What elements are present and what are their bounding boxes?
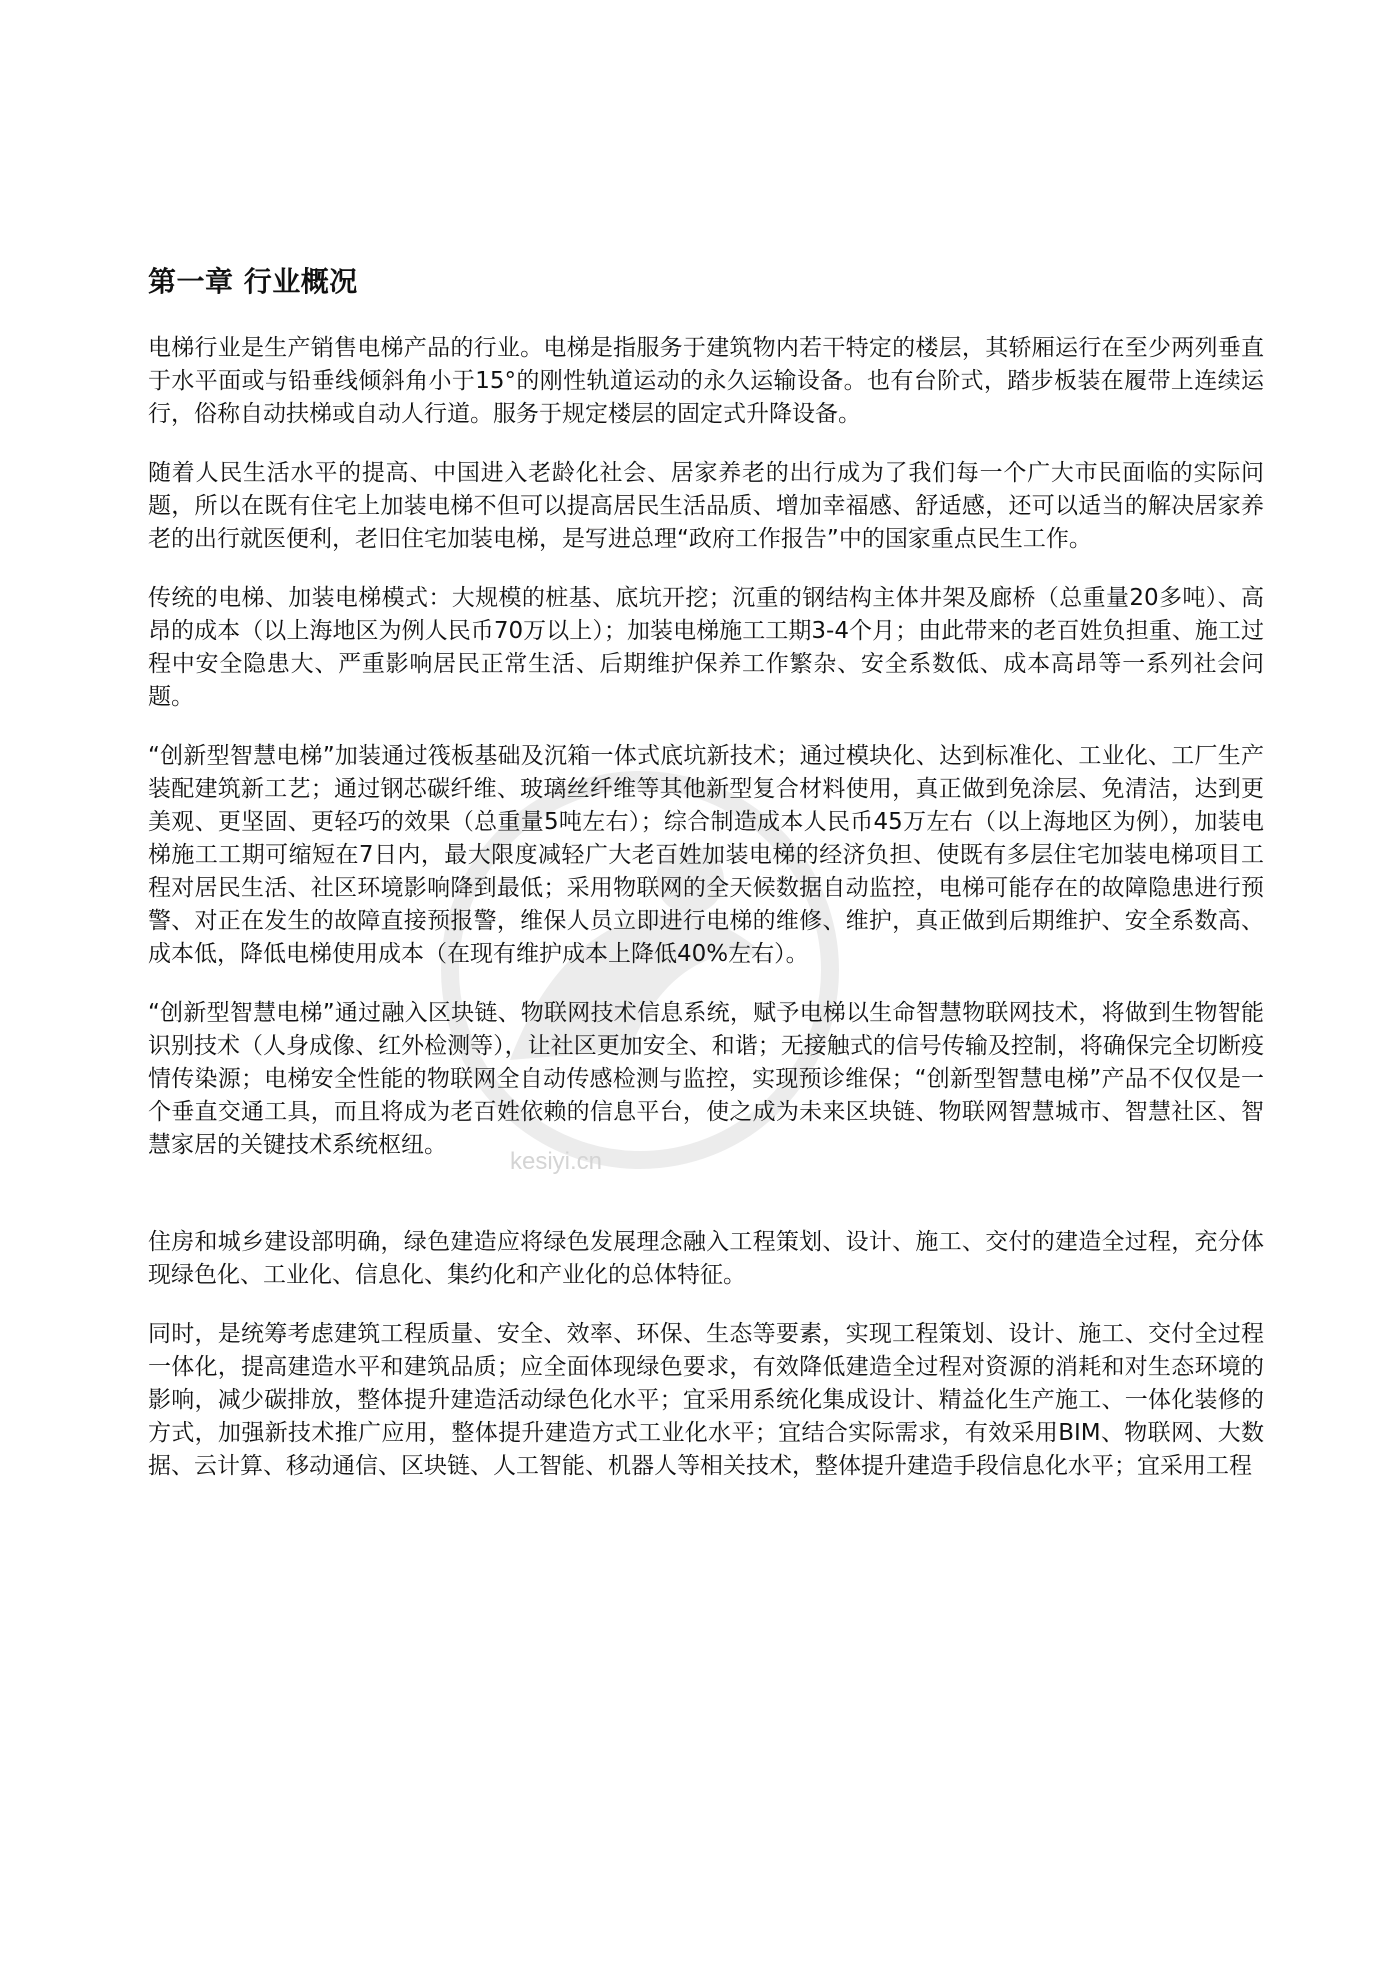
paragraph-green-construction-detail: 同时，是统筹考虑建筑工程质量、安全、效率、环保、生态等要素，实现工程策划、设计、施工、交付全过程一体化，提高建造水平和建筑品质；应全面体现绿色要求，有效降低建造全过程对资源的消耗和对生态环境的影响，减少碳排放，整体提升建造活动绿色化水平；宜采用系统化集成设计、精益化生产施工、一体化装修的方式，加强新技术推广应用，整体提升建造方式工业化水平；宜结合实际需求，有效采用BIM、物联网、大数据、云计算、移动通信、区块链、人工智能、机器人等相关技术，整体提升建造手段信息化水平；宜采用工程 — [148, 1321, 1264, 1479]
paragraph-aging-society: 随着人民生活水平的提高、中国进入老龄化社会、居家养老的出行成为了我们每一个广大市民面临的实际问题，所以在既有住宅上加装电梯不但可以提高居民生活品质、增加幸福感、舒适感，还可以适当的解决居家养老的出行就医便利，老旧住宅加装电梯，是写进总理“政府工作报告”中的国家重点民生工作。 — [148, 460, 1264, 552]
document-body — [148, 262, 1264, 1509]
chapter-title: 第一章 行业概况 — [148, 265, 358, 298]
paragraph-innovative-elevator-iot: “创新型智慧电梯”通过融入区块链、物联网技术信息系统，赋予电梯以生命智慧物联网技术，将做到生物智能识别技术（人身成像、红外检测等），让社区更加安全、和谐；无接触式的信号传输及控制，将确保完全切断疫情传染源；电梯安全性能的物联网全自动传感检测与监控，实现预诊维保；“创新型智慧电梯”产品不仅仅是一个垂直交通工具，而且将成为老百姓依赖的信息平台，使之成为未来区块链、物联网智慧城市、智慧社区、智慧家居的关键技术系统枢纽。 — [148, 1000, 1264, 1158]
watermark-text: kesiyi.cn — [510, 1148, 603, 1175]
paragraph-green-construction: 住房和城乡建设部明确，绿色建造应将绿色发展理念融入工程策划、设计、施工、交付的建造全过程，充分体现绿色化、工业化、信息化、集约化和产业化的总体特征。 — [148, 1229, 1264, 1288]
paragraph-innovative-elevator-tech: “创新型智慧电梯”加装通过筏板基础及沉箱一体式底坑新技术；通过模块化、达到标准化、工业化、工厂生产装配建筑新工艺；通过钢芯碳纤维、玻璃丝纤维等其他新型复合材料使用，真正做到免涂层、免清洁，达到更美观、更坚固、更轻巧的效果（总重量5吨左右）；综合制造成本人民币45万左右（以上海地区为例），加装电梯施工工期可缩短在7日内，最大限度减轻广大老百姓加装电梯的经济负担、使既有多层住宅加装电梯项目工程对居民生活、社区环境影响降到最低；采用物联网的全天候数据自动监控，电梯可能存在的故障隐患进行预警、对正在发生的故障直接预报警，维保人员立即进行电梯的维修、维护，真正做到后期维护、安全系数高、成本低，降低电梯使用成本（在现有维护成本上降低40%左右）。 — [148, 743, 1264, 967]
paragraph-traditional-mode: 传统的电梯、加装电梯模式：大规模的桩基、底坑开挖；沉重的钢结构主体井架及廊桥（总重量20多吨）、高昂的成本（以上海地区为例人民币70万以上）；加装电梯施工工期3-4个月；由此带来的老百姓负担重、施工过程中安全隐患大、严重影响居民正常生活、后期维护保养工作繁杂、安全系数低、成本高昂等一系列社会问题。 — [148, 585, 1264, 710]
paragraph-industry-definition: 电梯行业是生产销售电梯产品的行业。电梯是指服务于建筑物内若干特定的楼层，其轿厢运行在至少两列垂直于水平面或与铅垂线倾斜角小于15°的刚性轨道运动的永久运输设备。也有台阶式，踏步板装在履带上连续运行，俗称自动扶梯或自动人行道。服务于规定楼层的固定式升降设备。 — [148, 335, 1264, 427]
